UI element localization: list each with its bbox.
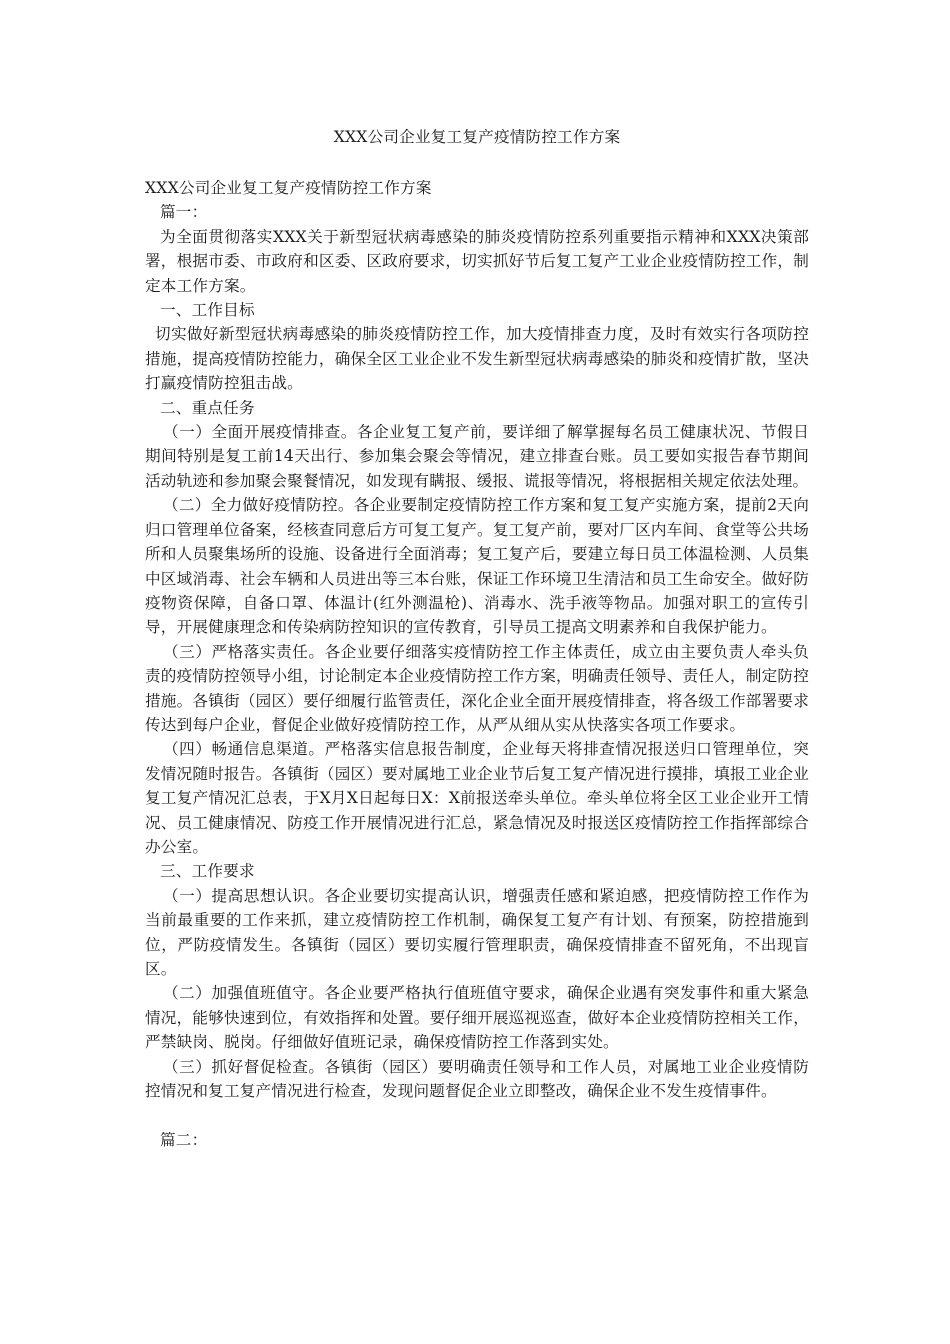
document-title: XXX公司企业复工复产疫情防控工作方案 <box>333 128 621 146</box>
task2-paragraph: （二）全力做好疫情防控。各企业要制定疫情防控工作方案和复工复产实施方案，提前2天向归口管理单位备案，经核查同意后方可复工复产。复工复产前，要对厂区内车间、食堂等公共场所和人员聚集场所的设施、设备进行全面消毒；复工复产后，要建立每日员工体温检测、人员集中区域消毒、社会车辆和人员进出等三本台账，保证工作环境卫生清洁和员工生命安全。做好防疫物资保障，自备口罩、体温计(红外测温枪)、消毒水、洗手液等物品。加强对职工的宣传引导，开展健康理念和传染病防控知识的宣传教育，引导员工提高文明素养和自我保护能力。 <box>145 496 809 637</box>
section1-heading: 一、工作目标 <box>160 301 255 320</box>
task3-paragraph: （三）严格落实责任。各企业要仔细落实疫情防控工作主体责任，成立由主要负责人牵头负责的疫情防控领导小组，讨论制定本企业疫情防控工作方案，明确责任领导、责任人，制定防控措施。各镇街（园区）要仔细履行监管责任，深化企业全面开展疫情排查，将各级工作部署要求传达到每户企业，督促企业做好疫情防控工作，从严从细从实从快落实各项工作要求。 <box>145 642 809 734</box>
section2-heading: 二、重点任务 <box>160 398 255 417</box>
task1-paragraph: （一）全面开展疫情排查。各企业复工复产前，要详细了解掌握每名员工健康状况、节假日期间特别是复工前14天出行、参加集会聚会等情况，建立排查台账。员工要如实报告春节期间活动轨迹和参加聚会聚餐情况，如发现有瞒报、缓报、谎报等情况，将根据相关规定依法处理。 <box>145 423 809 490</box>
task4-paragraph: （四）畅通信息渠道。严格落实信息报告制度，企业每天将排查情况报送归口管理单位，突发情况随时报告。各镇街（园区）要对属地工业企业节后复工复产情况进行摸排，填报工业企业复工复产情况汇总表，于X月X日起每日X：X前报送牵头单位。牵头单位将全区工业企业开工情况、员工健康情况、防疫工作开展情况进行汇总，紧急情况及时报送区疫情防控工作指挥部综合办公室。 <box>145 740 809 856</box>
spacer <box>145 1103 809 1127</box>
intro-paragraph: 为全面贯彻落实XXX关于新型冠状病毒感染的肺炎疫情防控系列重要指示精神和XXX决策部署，根据市委、市政府和区委、区政府要求，切实抓好节后复工复产工业企业疫情防控工作，制定本工作方案。 <box>145 227 809 295</box>
req1-paragraph: （一）提高思想认识。各企业要切实提高认识，增强责任感和紧迫感，把疫情防控工作作为当前最重要的工作来抓，建立疫情防控工作机制，确保复工复产有计划、有预案，防控措施到位，严防疫情发生。各镇街（园区）要切实履行管理职责，确保疫情排查不留死角，不出现盲区。 <box>145 886 809 978</box>
req3-paragraph: （三）抓好督促检查。各镇街（园区）要明确责任领导和工作人员，对属地工业企业疫情防控情况和复工复产情况进行检查，发现问题督促企业立即整改，确保企业不发生疫情事件。 <box>145 1057 809 1101</box>
section1-paragraph: 切实做好新型冠状病毒感染的肺炎疫情防控工作，加大疫情排查力度，及时有效实行各项防控措施，提高疫情防控能力，确保全区工业企业不发生新型冠状病毒感染的肺炎和疫情扩散，坚决打赢疫情防控狙击战。 <box>145 325 809 393</box>
document-body <box>145 176 809 1152</box>
part1-label: 篇一： <box>160 203 208 222</box>
req2-paragraph: （二）加强值班值守。各企业要严格执行值班值守要求，确保企业遇有突发事件和重大紧急情况，能够快速到位，有效指挥和处置。要仔细开展巡视巡查，做好本企业疫情防控相关工作，严禁缺岗、脱岗。仔细做好值班记录，确保疫情防控工作落到实处。 <box>145 984 809 1052</box>
part2-label: 篇二： <box>160 1130 208 1149</box>
section3-heading: 三、工作要求 <box>160 862 255 881</box>
document-subtitle: XXX公司企业复工复产疫情防控工作方案 <box>145 179 432 197</box>
